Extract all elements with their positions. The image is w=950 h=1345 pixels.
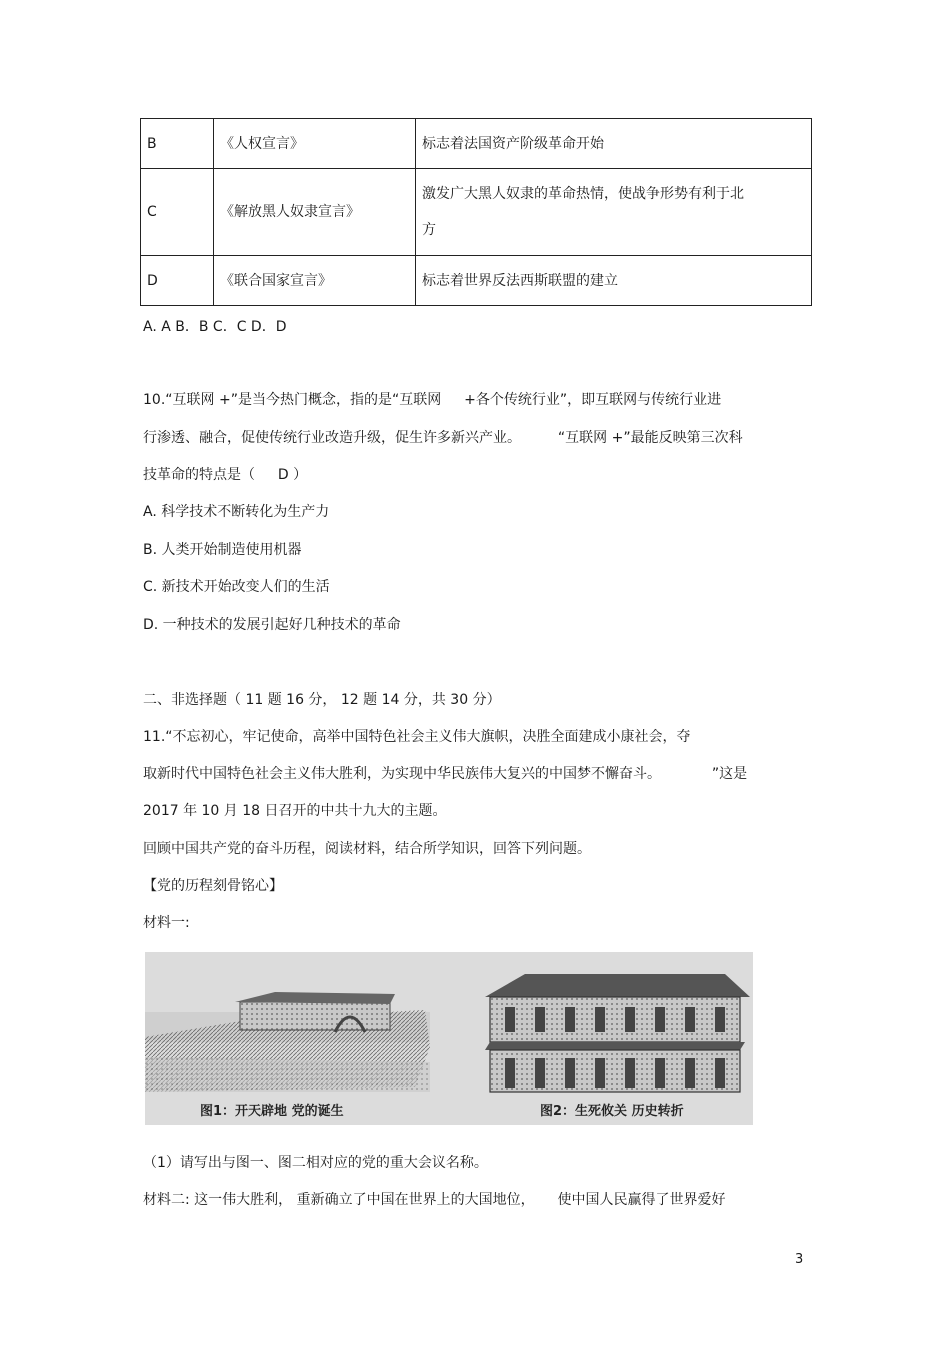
option-letter: D: [141, 256, 214, 306]
boat-scene-image: [145, 992, 430, 1092]
q10-option-b: B. 人类开始制造使用机器: [143, 542, 302, 558]
options-table: [140, 118, 812, 306]
material-label: 材料一:: [143, 915, 190, 931]
q11-stem-line: 回顾中国共产党的奋斗历程，阅读材料，结合所学知识，回答下列问题。: [143, 841, 591, 857]
table-row: [141, 169, 812, 256]
q11-stem-line: 2017 年 10 月 18 日召开的中共十九大的主题。: [143, 803, 447, 819]
document-effect: 标志着法国资产阶级革命开始: [416, 119, 812, 169]
q9-answer-options: A. A B．B C．C D．D: [143, 319, 287, 335]
page-number: 3: [795, 1252, 804, 1267]
section-heading: 二、非选择题（ 11 题 16 分， 12 题 14 分，共 30 分）: [143, 692, 501, 708]
subsection-heading: 【党的历程刻骨铭心】: [143, 878, 283, 894]
table-row: [141, 119, 812, 169]
document-name: 《解放黑人奴隶宣言》: [214, 169, 416, 256]
q11-stem-line: 取新时代中国特色社会主义伟大胜利，为实现中华民族伟大复兴的中国梦不懈奋斗。 ”这是: [143, 766, 748, 782]
document-effect: 激发广大黑人奴隶的革命热情，使战争形势有利于北 方: [416, 169, 812, 256]
material-one-figure: [145, 952, 753, 1125]
document-effect: 标志着世界反法西斯联盟的建立: [416, 256, 812, 306]
figure-2-caption: 图2：生死攸关 历史转折: [540, 1104, 684, 1119]
option-letter: B: [141, 119, 214, 169]
q10-option-a: A. 科学技术不断转化为生产力: [143, 504, 330, 520]
table-row: [141, 256, 812, 306]
q10-stem-line: 行渗透、融合，促使传统行业改造升级，促生许多新兴产业。 “互联网 +”最能反映第三次科: [143, 430, 743, 446]
document-name: 《联合国家宣言》: [214, 256, 416, 306]
figure-1-caption: 图1：开天辟地 党的诞生: [200, 1104, 344, 1119]
document-name: 《人权宣言》: [214, 119, 416, 169]
q10-option-d: D. 一种技术的发展引起好几种技术的革命: [143, 617, 401, 633]
q10-stem-line: 10.“互联网 +”是当今热门概念，指的是“互联网 +各个传统行业”，即互联网与传统行业进: [143, 392, 722, 408]
building-image: [485, 974, 750, 1092]
material-two-text: 材料二: 这一伟大胜利， 重新确立了中国在世界上的大国地位， 使中国人民赢得了世界爱好: [143, 1192, 726, 1208]
q10-stem-line: 技革命的特点是（ D ）: [143, 467, 308, 483]
option-letter: C: [141, 169, 214, 256]
q11-stem-line: 11.“不忘初心，牢记使命，高举中国特色社会主义伟大旗帜，决胜全面建成小康社会，夺: [143, 729, 691, 745]
q11-subquestion-1: （1）请写出与图一、图二相对应的党的重大会议名称。: [143, 1155, 488, 1171]
q10-option-c: C. 新技术开始改变人们的生活: [143, 579, 330, 595]
